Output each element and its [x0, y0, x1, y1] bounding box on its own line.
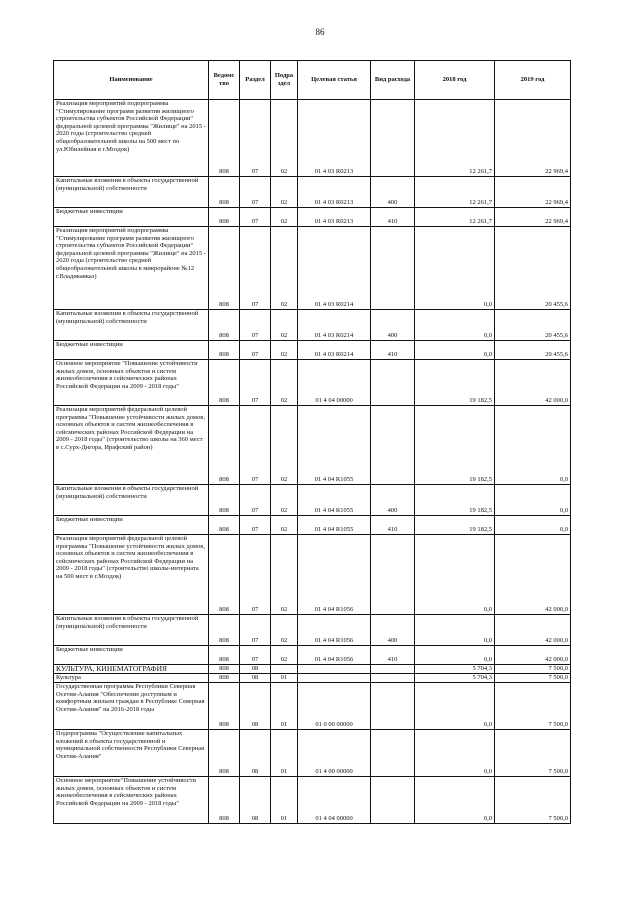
table-cell-name: Государственная программа Республики Северная Осетия-Алания "Обеспечение доступным и комфортным жильем граждан в Республике Северная Осетия-Алания" на 2016-2018 годы — [54, 683, 209, 730]
table-cell-razdel: 07 — [240, 100, 271, 177]
table-cell-vedomstvo: 808 — [209, 516, 240, 535]
table-cell-2019: 22 969,4 — [495, 208, 571, 227]
table-cell-2019: 0,0 — [495, 485, 571, 516]
table-cell-vid — [371, 665, 415, 674]
table-cell-razdel: 07 — [240, 516, 271, 535]
table-cell-name: Культура — [54, 674, 209, 683]
table-cell-vedomstvo: 808 — [209, 208, 240, 227]
table-cell-2019: 0,0 — [495, 406, 571, 485]
table-cell-2018: 0,0 — [415, 310, 495, 341]
table-cell-vedomstvo: 808 — [209, 177, 240, 208]
table-cell-target: 01 4 03 R0214 — [298, 227, 371, 310]
table-cell-podrazdel — [271, 665, 298, 674]
table-row — [54, 177, 571, 208]
table-cell-podrazdel: 02 — [271, 208, 298, 227]
header-vedomstvo: Ведомс тво — [209, 61, 240, 100]
table-cell-podrazdel: 02 — [271, 341, 298, 360]
table-cell-vid — [371, 730, 415, 777]
budget-table — [53, 60, 571, 824]
table-cell-2018: 19 182,5 — [415, 406, 495, 485]
header-target: Целевая статья — [298, 61, 371, 100]
table-cell-target: 01 4 04 R1056 — [298, 535, 371, 615]
table-cell-2019: 7 500,0 — [495, 674, 571, 683]
table-cell-name: Реализация мероприятий федеральной целевой программы "Повышение устойчивости жилых домов, основных объектов и систем жизнеобеспечения в сейсмических районах Российской Федерации на 2009 - 2018 годы" (строительство школы на 360 мест в с.Сурх-Дигора, Ирафский район) — [54, 406, 209, 485]
table-cell-vedomstvo: 808 — [209, 341, 240, 360]
table-cell-podrazdel: 02 — [271, 227, 298, 310]
table-cell-razdel: 07 — [240, 177, 271, 208]
table-cell-vedomstvo: 808 — [209, 360, 240, 406]
header-razdel: Раздел — [240, 61, 271, 100]
table-cell-vedomstvo: 808 — [209, 646, 240, 665]
table-cell-podrazdel: 02 — [271, 485, 298, 516]
table-cell-podrazdel: 02 — [271, 360, 298, 406]
table-cell-podrazdel: 01 — [271, 730, 298, 777]
table-cell-name: КУЛЬТУРА, КИНЕМАТОГРАФИЯ — [54, 665, 209, 674]
table-cell-2018: 19 182,5 — [415, 516, 495, 535]
table-cell-podrazdel: 02 — [271, 310, 298, 341]
table-cell-podrazdel: 01 — [271, 777, 298, 824]
table-cell-vedomstvo: 808 — [209, 535, 240, 615]
table-row — [54, 646, 571, 665]
table-cell-2018: 5 704,3 — [415, 674, 495, 683]
table-cell-razdel: 08 — [240, 683, 271, 730]
table-row — [54, 341, 571, 360]
table-cell-razdel: 07 — [240, 615, 271, 646]
table-row — [54, 485, 571, 516]
table-cell-target: 01 4 03 R0214 — [298, 310, 371, 341]
table-cell-2018: 0,0 — [415, 227, 495, 310]
table-cell-podrazdel: 02 — [271, 646, 298, 665]
table-row — [54, 516, 571, 535]
table-cell-2019: 7 500,0 — [495, 665, 571, 674]
header-2018: 2018 год — [415, 61, 495, 100]
table-row — [54, 777, 571, 824]
table-cell-2018: 0,0 — [415, 535, 495, 615]
table-cell-name: Бюджетные инвестиции — [54, 341, 209, 360]
table-cell-name: Основное мероприятие "Повышение устойчивости жилых домов, основных объектов и систем жизнеобеспечения в сейсмических районах Российской Федерации на 2009 - 2018 годы" — [54, 360, 209, 406]
table-cell-target: 01 0 00 00000 — [298, 683, 371, 730]
table-cell-razdel: 07 — [240, 406, 271, 485]
table-cell-name: Основное мероприятие"Повышение устойчивости жилых домов, основных объектов и систем жизнеобеспечения в сейсмических районах Российской Федерации на 2009 - 2018 годы" — [54, 777, 209, 824]
table-cell-razdel: 07 — [240, 310, 271, 341]
table-cell-podrazdel: 02 — [271, 406, 298, 485]
table-cell-2018: 0,0 — [415, 615, 495, 646]
table-cell-vid: 410 — [371, 341, 415, 360]
table-cell-vid: 410 — [371, 208, 415, 227]
table-cell-name: Капитальные вложения в объекты государственной (муниципальной) собственности — [54, 177, 209, 208]
table-cell-podrazdel: 02 — [271, 615, 298, 646]
table-cell-vedomstvo: 808 — [209, 674, 240, 683]
header-2019: 2019 год — [495, 61, 571, 100]
header-row — [54, 61, 571, 100]
table-body — [54, 100, 571, 824]
table-cell-target: 01 4 03 R0213 — [298, 177, 371, 208]
table-cell-vedomstvo: 808 — [209, 665, 240, 674]
table-cell-podrazdel: 02 — [271, 535, 298, 615]
table-cell-2018: 12 261,7 — [415, 100, 495, 177]
table-cell-name: Капитальные вложения в объекты государственной (муниципальной) собственности — [54, 485, 209, 516]
table-cell-2019: 20 455,6 — [495, 227, 571, 310]
table-cell-2019: 7 500,0 — [495, 777, 571, 824]
table-cell-2018: 12 261,7 — [415, 208, 495, 227]
table-cell-vedomstvo: 808 — [209, 730, 240, 777]
table-cell-name: Капитальные вложения в объекты государственной (муниципальной) собственности — [54, 310, 209, 341]
table-row — [54, 310, 571, 341]
table-cell-podrazdel: 01 — [271, 674, 298, 683]
table-cell-vid: 400 — [371, 177, 415, 208]
table-cell-vedomstvo: 808 — [209, 485, 240, 516]
table-cell-vid — [371, 100, 415, 177]
table-cell-target: 01 4 04 R1055 — [298, 516, 371, 535]
table-cell-vid: 400 — [371, 615, 415, 646]
table-cell-razdel: 07 — [240, 485, 271, 516]
table-cell-razdel: 08 — [240, 674, 271, 683]
table-cell-razdel: 08 — [240, 777, 271, 824]
table-cell-2018: 0,0 — [415, 341, 495, 360]
table-cell-razdel: 07 — [240, 341, 271, 360]
table-cell-razdel: 08 — [240, 665, 271, 674]
table-cell-vid: 410 — [371, 646, 415, 665]
table-cell-2019: 0,0 — [495, 516, 571, 535]
table-cell-2018: 0,0 — [415, 683, 495, 730]
table-cell-target: 01 4 04 R1055 — [298, 406, 371, 485]
table-cell-target: 01 4 04 00000 — [298, 360, 371, 406]
table-cell-vid — [371, 683, 415, 730]
table-cell-2019: 42 000,0 — [495, 646, 571, 665]
table-row — [54, 674, 571, 683]
table-row — [54, 208, 571, 227]
table-cell-target: 01 4 04 R1056 — [298, 615, 371, 646]
table-cell-target — [298, 674, 371, 683]
table-row — [54, 665, 571, 674]
table-cell-2019: 20 455,6 — [495, 341, 571, 360]
table-cell-name: Бюджетные инвестиции — [54, 516, 209, 535]
table-cell-razdel: 07 — [240, 646, 271, 665]
table-cell-name: Капитальные вложения в объекты государственной (муниципальной) собственности — [54, 615, 209, 646]
table-cell-vid — [371, 360, 415, 406]
table-cell-2018: 0,0 — [415, 777, 495, 824]
header-name: Наименование — [54, 61, 209, 100]
table-cell-2019: 42 000,0 — [495, 360, 571, 406]
table-row — [54, 227, 571, 310]
table-row — [54, 683, 571, 730]
table-cell-target: 01 4 00 00000 — [298, 730, 371, 777]
table-row — [54, 100, 571, 177]
table-cell-2019: 7 500,0 — [495, 683, 571, 730]
table-cell-2019: 22 969,4 — [495, 100, 571, 177]
table-cell-vid — [371, 535, 415, 615]
table-cell-target: 01 4 03 R0213 — [298, 100, 371, 177]
table-cell-vedomstvo: 808 — [209, 777, 240, 824]
table-cell-target: 01 4 03 R0214 — [298, 341, 371, 360]
table-cell-target: 01 4 03 R0213 — [298, 208, 371, 227]
table-cell-vedomstvo: 808 — [209, 310, 240, 341]
table-cell-target: 01 4 04 R1055 — [298, 485, 371, 516]
table-cell-podrazdel: 02 — [271, 177, 298, 208]
table-cell-vid: 410 — [371, 516, 415, 535]
table-cell-2019: 7 500,0 — [495, 730, 571, 777]
table-cell-razdel: 07 — [240, 535, 271, 615]
table-cell-podrazdel: 02 — [271, 100, 298, 177]
table-cell-vedomstvo: 808 — [209, 406, 240, 485]
table-cell-vedomstvo: 808 — [209, 683, 240, 730]
table-cell-2018: 0,0 — [415, 730, 495, 777]
table-cell-podrazdel: 01 — [271, 683, 298, 730]
table-cell-2018: 0,0 — [415, 646, 495, 665]
table-cell-podrazdel: 02 — [271, 516, 298, 535]
table-row — [54, 360, 571, 406]
table-cell-vid — [371, 406, 415, 485]
page-number: 86 — [315, 27, 325, 37]
table-cell-name: Бюджетные инвестиции — [54, 208, 209, 227]
table-cell-vid: 400 — [371, 485, 415, 516]
table-cell-target — [298, 665, 371, 674]
table-cell-vedomstvo: 808 — [209, 227, 240, 310]
table-cell-2019: 42 000,0 — [495, 535, 571, 615]
table-cell-2019: 42 000,0 — [495, 615, 571, 646]
table-cell-vid: 400 — [371, 310, 415, 341]
table-cell-razdel: 08 — [240, 730, 271, 777]
table-cell-razdel: 07 — [240, 208, 271, 227]
table-cell-vedomstvo: 808 — [209, 615, 240, 646]
table-row — [54, 535, 571, 615]
table-cell-2018: 19 182,5 — [415, 485, 495, 516]
table-cell-vid — [371, 777, 415, 824]
table-cell-2018: 19 182,5 — [415, 360, 495, 406]
table-cell-vid — [371, 227, 415, 310]
header-vid: Вид расхода — [371, 61, 415, 100]
header-podrazdel: Подра здел — [271, 61, 298, 100]
table-row — [54, 730, 571, 777]
table-cell-razdel: 07 — [240, 227, 271, 310]
table-cell-name: Реализация мероприятий подпрограммы "Стимулирование программ развития жилищного строительства субъектов Российской Федерации" федеральной целевой программы "Жилище" на 2015 - 2020 годы (строительство средней общеобразовательной школы на 500 мест по ул.Юбилейная в г.Моздок) — [54, 100, 209, 177]
table-cell-vedomstvo: 808 — [209, 100, 240, 177]
table-cell-target: 01 4 04 R1056 — [298, 646, 371, 665]
table-cell-name: Бюджетные инвестиции — [54, 646, 209, 665]
table-cell-2018: 5 704,3 — [415, 665, 495, 674]
table-cell-name: Подпрограмма "Осуществление капитальных вложений в объекты государственной и муниципальной собственности Республики Северная Осетия-Алания" — [54, 730, 209, 777]
table-cell-razdel: 07 — [240, 360, 271, 406]
table-cell-target: 01 4 04 00000 — [298, 777, 371, 824]
table-row — [54, 406, 571, 485]
table-cell-name: Реализация мероприятий федеральной целевой программы "Повышение устойчивости жилых домов, основных объектов и систем жизнеобеспечения в сейсмических районах Российской Федерации на 2009 - 2018 годы" (строительство школы-интерната на 500 мест в г.Моздок) — [54, 535, 209, 615]
table-cell-name: Реализация мероприятий подпрограммы "Стимулирование программ развития жилищного строительства субъектов Российской Федерации" федеральной целевой программы "Жилище" на 2015 - 2020 годы (строительство средней общеобразовательной школы в микрорайоне №12 г.Владикавказ) — [54, 227, 209, 310]
table-cell-2019: 22 969,4 — [495, 177, 571, 208]
table-row — [54, 615, 571, 646]
table-cell-2018: 12 261,7 — [415, 177, 495, 208]
table-cell-vid — [371, 674, 415, 683]
table-cell-2019: 20 455,6 — [495, 310, 571, 341]
